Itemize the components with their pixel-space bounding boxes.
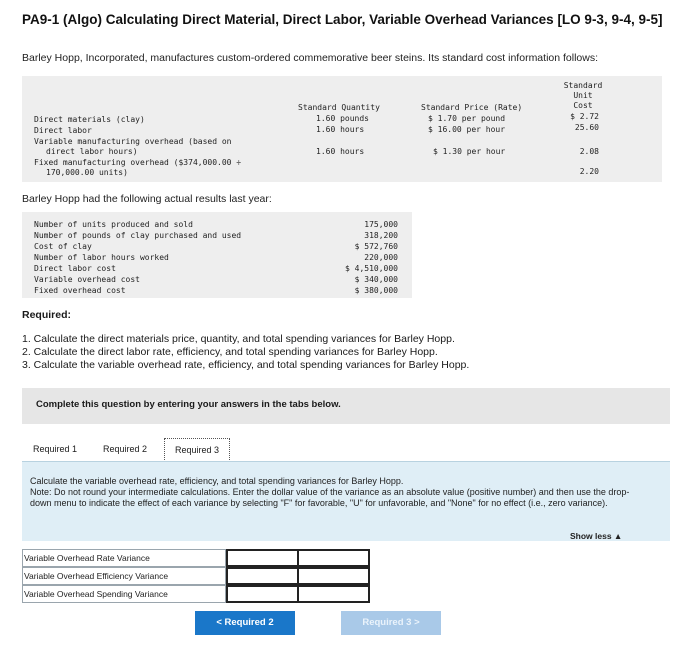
- intro-text: Barley Hopp, Incorporated, manufactures custom-ordered commemorative beer steins. Its standard cost information follows:: [22, 52, 599, 64]
- rate-variance-amount-input[interactable]: [226, 549, 298, 567]
- page-title: PA9-1 (Algo) Calculating Direct Material, Direct Labor, Variable Overhead Variances [LO 9-3, 9-4, 9-5]: [22, 12, 663, 27]
- panel-line-1: Calculate the variable overhead rate, efficiency, and total spending variances for Barley Hopp.: [30, 476, 404, 486]
- row-fo-cost: 2.20: [579, 167, 599, 176]
- row-dl-qty: 1.60 hours: [316, 125, 365, 134]
- variance-label-spending: Variable Overhead Spending Variance: [22, 585, 226, 603]
- required-item-1: 1. Calculate the direct materials price, quantity, and total spending variances for Barley Hopp.: [22, 333, 455, 345]
- actual-hours-value: 220,000: [364, 253, 398, 262]
- actual-pounds-label: Number of pounds of clay purchased and used: [34, 231, 242, 240]
- actual-intro: Barley Hopp had the following actual results last year:: [22, 193, 272, 205]
- row-dm-label: Direct materials (clay): [34, 115, 145, 124]
- variance-label-efficiency: Variable Overhead Efficiency Variance: [22, 567, 226, 585]
- row-dm-qty: 1.60 pounds: [316, 114, 369, 123]
- actual-clay-value: $ 572,760: [354, 242, 398, 251]
- actual-fo-value: $ 380,000: [354, 286, 398, 295]
- row-vo-qty: 1.60 hours: [316, 147, 365, 156]
- actual-clay-label: Cost of clay: [34, 242, 92, 251]
- row-dl-price: $ 16.00 per hour: [428, 125, 506, 134]
- standard-cost-table: [22, 76, 662, 182]
- row-dl-cost: 25.60: [574, 123, 599, 132]
- actual-pounds-value: 318,200: [364, 231, 398, 240]
- header-standard-quantity: Standard Quantity: [298, 103, 380, 112]
- efficiency-variance-amount-input[interactable]: [226, 567, 298, 585]
- show-less-toggle[interactable]: Show less ▲: [570, 531, 623, 541]
- instruction-bar: [22, 388, 670, 424]
- panel-instructions: [30, 476, 650, 509]
- actual-labor-value: $ 4,510,000: [345, 264, 398, 273]
- required-item-3: 3. Calculate the variable overhead rate, efficiency, and total spending variances for Barley Hopp.: [22, 359, 470, 371]
- panel-note: Note: Do not round your intermediate calculations. Enter the dollar value of the variance as an absolute value (positive number) and then use the drop-down menu to indicate the effect of each variance by selecting "F" for favorable, "U" for unfavorable, and "None" for no effect (i.e., zero variance).: [30, 487, 630, 508]
- tab-required-2[interactable]: Required 2: [102, 444, 148, 454]
- row-vo-cost: 2.08: [579, 147, 599, 156]
- header-unit-cost-2: Unit: [573, 91, 593, 100]
- actual-hours-label: Number of labor hours worked: [34, 253, 169, 262]
- actual-vo-label: Variable overhead cost: [34, 275, 140, 284]
- row-fo-label-1: Fixed manufacturing overhead ($374,000.00 ÷: [34, 158, 242, 167]
- efficiency-variance-effect-select[interactable]: [298, 567, 370, 585]
- header-standard-price: Standard Price (Rate): [421, 103, 523, 112]
- variance-label-rate: Variable Overhead Rate Variance: [22, 549, 226, 567]
- actual-labor-label: Direct labor cost: [34, 264, 116, 273]
- instruction-text: Complete this question by entering your answers in the tabs below.: [36, 399, 341, 410]
- row-vo-label-2: direct labor hours): [46, 147, 138, 156]
- previous-required-button[interactable]: < Required 2: [195, 611, 295, 635]
- row-fo-label-2: 170,000.00 units): [46, 168, 128, 177]
- row-dm-price: $ 1.70 per pound: [428, 114, 506, 123]
- next-required-button[interactable]: Required 3 >: [341, 611, 441, 635]
- actual-units-label: Number of units produced and sold: [34, 220, 193, 229]
- rate-variance-effect-select[interactable]: [298, 549, 370, 567]
- row-vo-price: $ 1.30 per hour: [433, 147, 506, 156]
- actual-units-value: 175,000: [364, 220, 398, 229]
- tab-required-1[interactable]: Required 1: [32, 444, 78, 454]
- required-heading: Required:: [22, 309, 72, 321]
- actual-fo-label: Fixed overhead cost: [34, 286, 126, 295]
- spending-variance-amount-input[interactable]: [226, 585, 298, 603]
- row-dm-cost: $ 2.72: [570, 112, 599, 121]
- row-dl-label: Direct labor: [34, 126, 92, 135]
- header-unit-cost-1: Standard: [563, 81, 603, 90]
- tab-required-3[interactable]: Required 3: [164, 438, 230, 462]
- required-list: [22, 333, 469, 372]
- actual-vo-value: $ 340,000: [354, 275, 398, 284]
- required-item-2: 2. Calculate the direct labor rate, efficiency, and total spending variances for Barley Hopp.: [22, 346, 438, 358]
- row-vo-label-1: Variable manufacturing overhead (based on: [34, 137, 232, 146]
- spending-variance-effect-select[interactable]: [298, 585, 370, 603]
- header-unit-cost-3: Cost: [573, 101, 593, 110]
- question-panel: [22, 461, 670, 541]
- actual-results-table: [22, 212, 412, 298]
